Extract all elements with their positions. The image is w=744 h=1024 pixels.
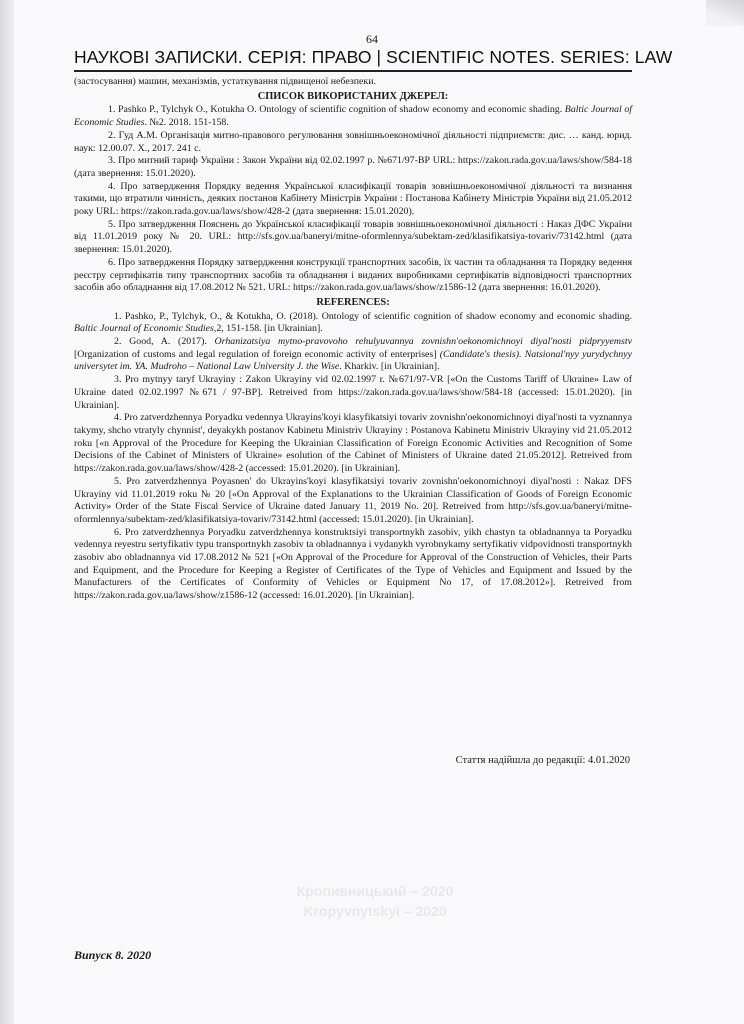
reference-text-part: 2. Good, A. (2017). [114,336,215,348]
page-number: 64 [366,32,378,46]
reference-text-part: 4. Про затвердження Порядку ведення Української класифікації товарів зовнішньоекономічної діяльності та визнання такими, що втратили чинність, деяких постанов Кабінету Міністрів України : Постанова Кабінету Міністрів України від 21.05.2012 року URL: https://zakon.rada.gov.ua/laws/show/428-2 (дата звернення: 15.01.2020). [74,180,632,218]
reference-item [74,374,632,412]
reference-text-part: 4. Pro zatverdzhennya Poryadku vedennya Ukrayins'koyi klasyfikatsiyi tovariv zovnishn'oekonomichnoyi diyal'nosti ta vyznannya takymy, shcho vtratyly chynnist', deyakykh postanov Kabinetu Ministriv Ukrayiny : Postanova Kabinetu Ministriv Ukrayiny vid 21.05.2012 roku [«n Approval of the Procedure for Keeping the Ukrainian Classification of Foreign Economic Activities and Recognition of Some Decisions of the Cabinet of Ministers of Ukraine» esolution of the Cabinet of Ministers of Ukraine dated 21.05.2012]. Retreived from https://zakon.rada.gov.ua/laws/show/428-2 (accessed: 15.01.2020). [in Ukrainian]. [74,412,632,475]
reference-text-part: 3. Про митний тариф України : Закон України від 02.02.1997 р. №671/97-ВР URL: https://zakon.rada.gov.ua/laws/show/584-18 (дата звернення: 15.01.2020). [74,155,632,179]
continuation-text: (застосування) машин, механізмів, устаткування підвищеної небезпеки. [74,76,376,87]
header-rule [74,70,632,72]
reference-item [74,219,632,257]
reference-italic-part: Baltic Journal of Economic Studies [74,323,214,335]
reference-item [74,104,632,129]
reference-text-part: . Kharkiv. [in Ukrainian]. [339,361,440,373]
reference-text-part: 1. Pashko P., Tylchyk O., Kotukha O. Ontology of scientific cognition of shadow economy and economic shading. [108,104,565,116]
reference-text-part: 2. Гуд А.М. Організація митно-правового регулювання зовнішньоекономічної діяльності підприємств: дис. … канд. юрид. наук: 12.00.07. Х., 2017. 241 с. [74,129,632,154]
reference-text-part: 6. Про затвердження Порядку затвердження конструкції транспортних засобів, їх частин та обладнання та Порядку ведення реєстру сертифікатів типу транспортних засобів та обладнання і виданих виробниками сертифікатів відповідності транспортних засобів або обладнання від 17.08.2012 № 521. URL: https://zakon.rada.gov.ua/laws/show/z1586-12 (дата звернення: 16.01.2020). [74,256,632,294]
reference-text-part: . №2. 2018. 151-158. [144,117,229,129]
en-references-title: REFERENCES: [316,296,390,308]
reference-item [74,311,632,336]
reference-item [74,527,632,603]
reference-text-part: 5. Pro zatverdzhennya Poyasnen' do Ukrayins'koyi klasyfikatsiyi tovariv zovnishn'oekonomichnoyi diyal'nosti : Nakaz DFS Ukrayiny vid 11.01.2019 roku № 20 [«On Approval of the Explanations to the Ukrainian Classification of Goods of Foreign Economic Activity» Order of the State Fiscal Service of Ukraine dated January 11, 2019 No. 20]. Retreived from http://sfs.gov.ua/baneryi/mitne-oformlennya/subektam-zed/klasifikatsiya-tovariv/73142.html (accessed: 15.01.2020). [in Ukrainian]. [74,475,632,525]
bleed-through-text-1: Кропивницький – 2020 [296,883,454,899]
reference-item [74,257,632,295]
reference-text-part: 3. Pro mytnyy taryf Ukrayiny : Zakon Ukrayiny vid 02.02.1997 r. №671/97-VR [«On the Customs Tariff of Ukraine» Law of Ukraine dated 02.02.1997 №671 / 97-BP]. Retreived from https://zakon.rada.gov.ua/laws/show/584-18 (accessed: 15.01.2020). [in Ukrainian]. [74,374,632,411]
bleed-through-text-2: Kropyvnytskyi – 2020 [303,903,447,919]
reference-italic-part: Baltic Journal of Economic Studies [74,104,632,129]
journal-header: НАУКОВІ ЗАПИСКИ. СЕРІЯ: ПРАВО | SCIENTIFIC NOTES. SERIES: LAW [74,47,673,67]
page-corner-shadow [706,0,744,26]
reference-item [74,130,632,155]
reference-text-part: 5. Про затвердження Пояснень до Української класифікації товарів зовнішньоекономічної діяльності : Наказ ДФС України від 11.01.2019 року № 20. URL: http://sfs.gov.ua/baneryi/mitne-oformlennya/subektam-zed/klasifikatsiya-tovariv/73142.html (дата звернення: 15.01.2020). [74,218,632,256]
reference-text-part: ,2, 151-158. [in Ukrainian]. [213,323,323,335]
reference-item [74,412,632,476]
ua-references-list [74,104,632,295]
reference-item [74,181,632,219]
en-references-list [74,311,632,603]
reference-text-part: 6. Pro zatverdzhennya Poryadku zatverdzhennya konstruktsiyi transportnykh zasobiv, yikh chastyn ta obladnannya ta Poryadku vedennya reyestru sertyfikativ typu transportnykh zasobiv ta obladnannya i vydanykh vyrobnykamy sertyfikativ vidpovidnosti transportnykh zasobiv abo obladnannya vid 17.08.2012 № 521 [«On Approval of the Procedure for Approval of the Construction of Vehicles, their Parts and Equipment, and the Procedure for Keeping a Register of Certificates of the Type of Vehicles and Equipment and Issued by the Manufacturers of the Certificates of Conformity of Vehicles or Equipment No 17, of 17.08.2012»]. Retreived from https://zakon.rada.gov.ua/laws/show/z1586-12 (accessed: 16.01.2020). [in Ukrainian]. [74,526,632,602]
reference-item [74,336,632,374]
received-date: Стаття надійшла до редакції: 4.01.2020 [455,755,630,766]
article-content [74,76,632,603]
reference-text-part: 1. Pashko, P., Tylchyk, O., & Kotukha, O. (2018). Ontology of scientific cognition of shadow economy and economic shading. [114,310,632,322]
reference-italic-part: (Candidate's thesis). Natsional'nyy yurydychnyy universytet im. YA. Mudroho – National Law University J. the Wise [74,348,632,373]
reference-item [74,155,632,180]
ua-references-title: СПИСОК ВИКОРИСТАНИХ ДЖЕРЕЛ: [257,90,449,102]
reference-italic-part: Orhanizatsiya mytno-pravovoho rehulyuvannya zovnishn'oekonomichnoyi diyal'nosti pidpryyemstv [214,336,632,348]
reference-item [74,476,632,527]
issue-number: Випуск 8. 2020 [74,948,152,962]
reference-text-part: [Organization of customs and legal regulation of foreign economic activity of enterprises] [74,348,440,360]
page-edge-shadow [0,0,14,1024]
